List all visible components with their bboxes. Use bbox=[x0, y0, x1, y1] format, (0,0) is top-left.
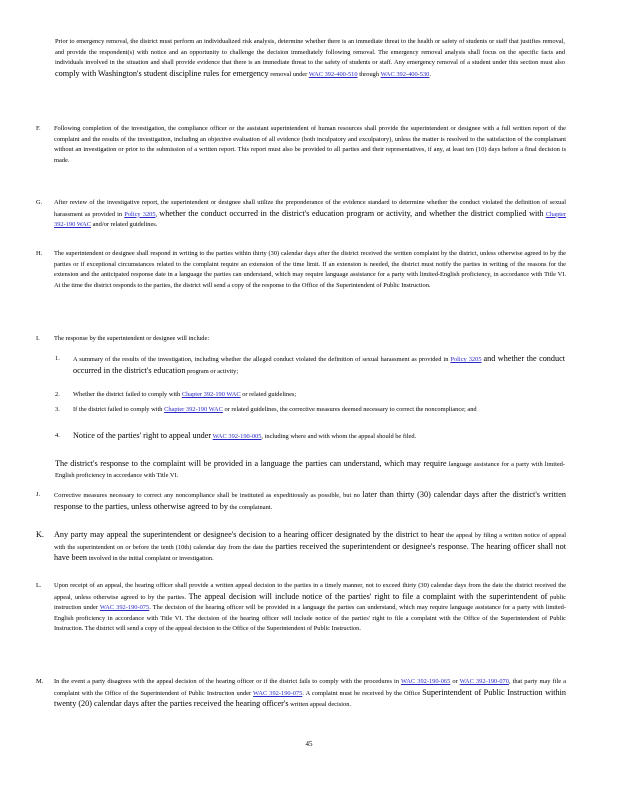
section-text: Following completion of the investigation, the compliance officer or the assistant superintendent of human resources shall provide the superintendent or designee with a full written report of the complaint and the results of the investigation, including an objective evaluation of all evidence (both inculpatory and exculpatory), unless the matter is resolved to the satisfaction of the complainant without an investigation or prior to the submission of a written report. This report must also be provided to all parties and their representatives, if any, at least ten (10) days before a final decision is made. bbox=[54, 125, 566, 164]
emergency-removal-paragraph bbox=[55, 37, 565, 80]
paragraph-text: the complainant. bbox=[229, 503, 273, 511]
paragraph-text: In the event a party disagrees with the appeal decision of the hearing officer or if the district fails to comply with the procedures in bbox=[54, 678, 400, 685]
paragraph-text: language assistance for a party with limited-English proficiency in accordance with Title VI. bbox=[55, 461, 566, 479]
paragraph-text: or bbox=[452, 678, 458, 685]
list-number: 1. bbox=[55, 355, 60, 362]
paragraph-text: comply with Washington's student discipline rules for emergency bbox=[55, 68, 269, 78]
paragraph-text: . The decision of the hearing officer will be provided in a language the parties can understand, which may require language assistance for a party with limited-English proficiency in accordance with Title VI. The decision of the hearing officer will include notice of the parties' right to file a complaint with the Office of the Superintendent of Public Instruction. The district will send a copy of the appeal decision to the Office of the Superintendent of Public Instruction. bbox=[54, 604, 566, 632]
paragraph-text: , including where and with whom the appeal should be filed. bbox=[261, 433, 417, 440]
paragraph-text: or related guidelines; bbox=[242, 391, 297, 398]
list-item-text bbox=[73, 431, 565, 443]
list-item-text bbox=[73, 354, 565, 377]
paragraph-text: Prior to emergency removal, the district must perform an individualized risk analysis, determine whether there is an immediate threat to the health or safety of students or staff that justifies removal, and provide the respondent(s) with notice and an opportunity to challenge the decision immediately following removal. The emergency removal analysis shall focus on the specific facts and individuals involved in the situation and shall provide evidence that there is an immediate threat to the safety of students or staff. Any emergency removal of a student under this section must also bbox=[55, 38, 565, 66]
section-letter: G. bbox=[36, 199, 43, 206]
section-letter: J. bbox=[36, 491, 41, 498]
wac-chapter-link[interactable]: Chapter 392-190 WAC bbox=[54, 210, 567, 228]
paragraph-text: A summary of the results of the investigation, including whether the alleged conduct violated the definition of sexual harassment as provided in bbox=[73, 356, 449, 363]
section-text bbox=[54, 490, 566, 513]
list-number: 3. bbox=[55, 406, 60, 413]
section-letter: M. bbox=[36, 678, 44, 685]
wac-link[interactable]: WAC 392-190-005 bbox=[212, 433, 262, 440]
section-text bbox=[54, 677, 566, 711]
paragraph-text: Any party may appeal the superintendent or designee's decision to a hearing officer designated by the district to hear bbox=[54, 530, 445, 539]
section-letter: L. bbox=[36, 582, 42, 589]
wac-link[interactable]: WAC 392-190-065 bbox=[400, 678, 451, 685]
paragraph-text: . A complaint must be received by the Office bbox=[302, 689, 421, 697]
section-letter: H. bbox=[36, 250, 43, 257]
policy-link[interactable]: Policy 3205 bbox=[450, 356, 482, 363]
paragraph-text: later than thirty (30) calendar days after the district's written response to the parties, unless otherwise agreed to by bbox=[54, 490, 566, 511]
list-item-text bbox=[73, 405, 565, 416]
paragraph-text: written appeal decision. bbox=[290, 701, 352, 708]
paragraph-text: or related guidelines, the corrective measures deemed necessary to correct the noncompliance; and bbox=[224, 406, 477, 413]
paragraph-text: Superintendent of Public Instruction within twenty (20) calendar days after the parties received the hearing officer's bbox=[54, 687, 566, 708]
paragraph-text: , bbox=[155, 210, 158, 218]
paragraph-text: program or activity; bbox=[187, 367, 239, 375]
paragraph-text: parties received the superintendent or designee's response. The hearing officer shall not have been bbox=[54, 541, 566, 562]
paragraph-text: removal under bbox=[270, 70, 308, 78]
wac-link[interactable]: WAC 392-400-530 bbox=[380, 70, 430, 78]
wac-chapter-link[interactable]: Chapter 392-190 WAC bbox=[181, 391, 241, 398]
list-number: 2. bbox=[55, 391, 60, 398]
paragraph-text: and/or related guidelines. bbox=[92, 221, 158, 228]
paragraph-text: The appeal decision will include notice of the parties' right to file a complaint with the superintendent of bbox=[188, 591, 548, 601]
section-text bbox=[54, 581, 566, 635]
paragraph-text: After review of the investigative report, the superintendent or designee shall utilize the preponderance of the evidence standard to determine whether the conduct violated the definition of sexual harassment as provided in bbox=[54, 199, 566, 218]
list-number: 4. bbox=[55, 432, 60, 439]
paragraph-text: involved in the initial complaint or investigation. bbox=[88, 555, 214, 562]
wac-chapter-link[interactable]: Chapter 392-190 WAC bbox=[164, 406, 223, 413]
page-number: 45 bbox=[305, 740, 313, 748]
paragraph-text: If the district failed to comply with bbox=[73, 406, 163, 413]
section-letter: F. bbox=[36, 125, 41, 132]
wac-link[interactable]: WAC 392-400-510 bbox=[308, 70, 358, 78]
paragraph-text: through bbox=[359, 70, 380, 78]
section-letter: K. bbox=[36, 530, 44, 539]
paragraph-text: and whether the conduct occurred in the district's education bbox=[73, 354, 565, 375]
wac-link[interactable]: WAC 392-190-075 bbox=[99, 604, 150, 611]
paragraph-text: Notice of the parties' right to appeal under bbox=[73, 431, 212, 440]
wac-link[interactable]: WAC 392-190-075 bbox=[253, 689, 303, 697]
section-text bbox=[54, 198, 566, 231]
policy-link[interactable]: Policy 3205 bbox=[124, 210, 156, 218]
wac-link[interactable]: WAC 392-190-070 bbox=[459, 678, 509, 685]
paragraph-text: The district's response to the complaint will be provided in a language the parties can understand, which may require bbox=[55, 459, 447, 468]
list-item-text bbox=[73, 390, 565, 401]
paragraph-text: public instruction under bbox=[54, 593, 566, 611]
paragraph-text: , that party may file a complaint with the Office of the Superintendent of Public Instruction under bbox=[54, 678, 567, 697]
paragraph-text: Corrective measures necessary to correct any noncompliance shall be instituted as expeditiously as possible, but no bbox=[54, 492, 361, 499]
section-text: The response by the superintendent or designee will include: bbox=[54, 335, 210, 342]
section-i-tail bbox=[55, 459, 565, 481]
paragraph-text: Upon receipt of an appeal, the hearing officer shall provide a written appeal decision to the parties in a timely manner, not to exceed thirty (30) calendar days from the date the district received the appeal, unless otherwise agreed to by the parties. bbox=[54, 582, 566, 601]
section-text: The superintendent or designee shall respond in writing to the parties within thirty (30) calendar days after the district received the written complaint by the district, unless otherwise agreed to by the parties or if exceptional circumstances related to the complaint require an extension of the time limit. If an extension is needed, the district must notify the parties in writing of the reasons for the extension and the anticipated response date in a language the parties can understand, which may require language assistance for a party with limited-English proficiency, in accordance with Title VI. At the time the district responds to the parties, the district will send a copy of the response to the Office of the Superintendent of Public Instruction. bbox=[54, 250, 566, 289]
paragraph-text: Whether the district failed to comply with bbox=[73, 391, 181, 398]
paragraph-text: the appeal by filing a written notice of appeal with the superintendent on or before the tenth (10th) calendar day from the date the bbox=[54, 532, 566, 551]
section-text bbox=[54, 530, 566, 565]
paragraph-text: . bbox=[429, 70, 431, 78]
paragraph-text: whether the conduct occurred in the district's education program or activity, and whether the district complied with bbox=[159, 208, 544, 218]
section-letter: I. bbox=[36, 335, 40, 342]
